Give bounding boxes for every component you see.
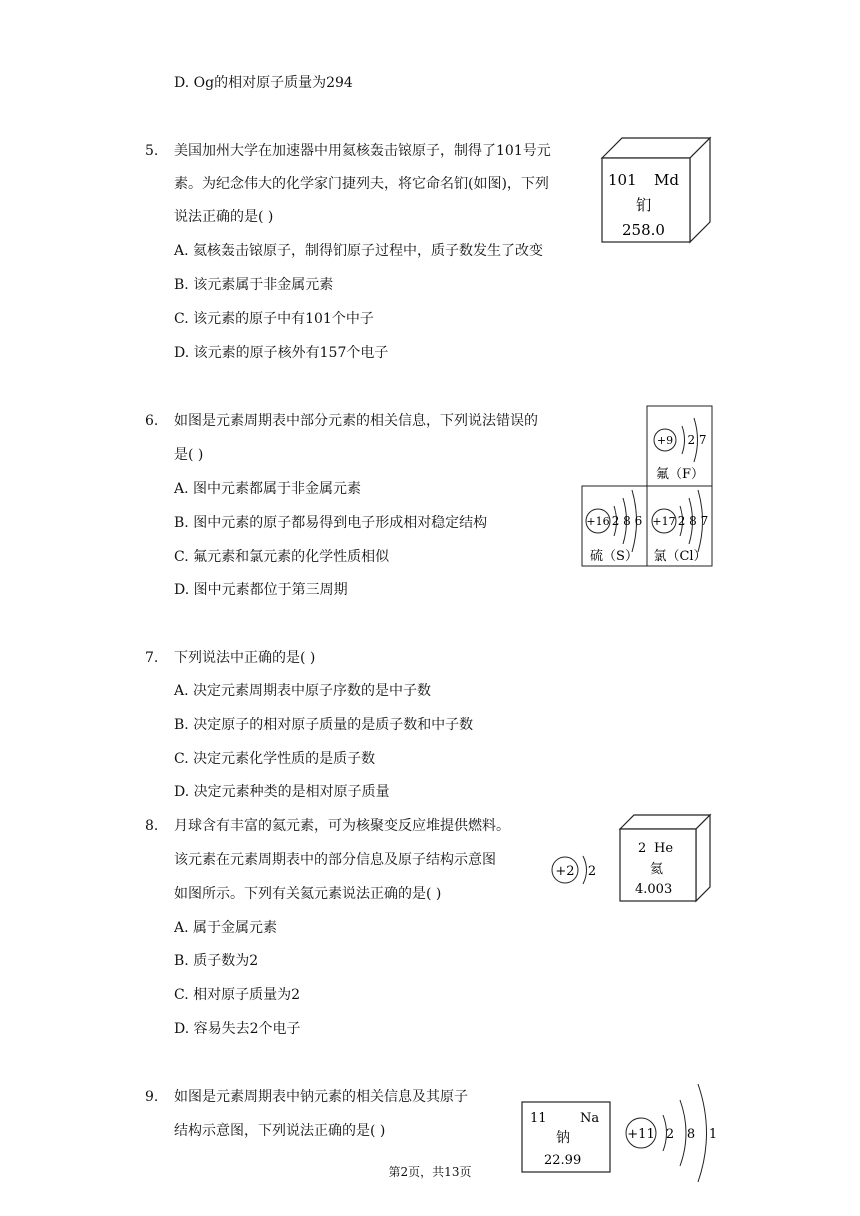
- question-6-option-d: D. 图中元素都位于第三周期: [174, 582, 348, 598]
- question-9-stem-line: 结构示意图，下列说法正确的是( ): [174, 1123, 386, 1139]
- he-mass: 4.003: [635, 882, 673, 897]
- fluorine-label: 氟（F）: [655, 467, 705, 482]
- question-7-option-a: A. 决定元素周期表中原子序数的是中子数: [174, 683, 432, 699]
- fluorine-nucleus: +9: [656, 434, 674, 447]
- question-9-number: 9.: [145, 1089, 159, 1105]
- question-8-stem-line: 如图所示。下列有关氦元素说法正确的是( ): [174, 886, 442, 902]
- md-symbol: Md: [654, 171, 679, 189]
- question-8-option-c: C. 相对原子质量为2: [174, 987, 301, 1003]
- he-name: 氦: [650, 862, 664, 877]
- sodium-shell-1: 2: [665, 1127, 675, 1142]
- page-footer: 第2页，共13页: [388, 1165, 472, 1179]
- question-8-number: 8.: [145, 818, 159, 834]
- question-5-option-c: C. 该元素的原子中有101个中子: [174, 311, 374, 327]
- sodium-shell-3: 1: [708, 1127, 718, 1142]
- question-6-number: 6.: [145, 413, 159, 429]
- na-symbol: Na: [580, 1111, 600, 1126]
- question-5-stem-line: 美国加州大学在加速器中用氦核轰击锿原子，制得了101号元: [174, 143, 551, 159]
- question-6-option-a: A. 图中元素都属于非金属元素: [174, 481, 362, 497]
- question-8-stem-line: 该元素在元素周期表中的部分信息及原子结构示意图: [174, 852, 496, 868]
- prev-option-d: D. Og的相对原子质量为294: [174, 75, 353, 91]
- na-atomic-number: 11: [530, 1111, 547, 1126]
- question-5-option-a: A. 氦核轰击锿原子，制得钔原子过程中，质子数发生了改变: [174, 243, 544, 259]
- md-name: 钔: [636, 196, 652, 214]
- sulfur-label: 硫（S）: [590, 549, 638, 564]
- sodium-nucleus: +11: [627, 1127, 655, 1142]
- question-5-option-b: B. 该元素属于非金属元素: [174, 277, 334, 293]
- question-9-stem-line: 如图是元素周期表中钠元素的相关信息及其原子: [174, 1089, 468, 1105]
- question-8-option-d: D. 容易失去2个电子: [174, 1021, 301, 1037]
- helium-nucleus: +2: [555, 864, 575, 879]
- question-7-stem-line: 下列说法中正确的是( ): [174, 650, 316, 666]
- mendelevium-element-cube-figure: [598, 134, 714, 246]
- sulfur-nucleus: +16: [586, 515, 610, 528]
- na-mass: 22.99: [544, 1153, 582, 1168]
- he-atomic-number: 2: [638, 841, 647, 856]
- chlorine-shells: 2 8 7: [677, 514, 709, 528]
- question-8-option-b: B. 质子数为2: [174, 953, 259, 969]
- sulfur-shells: 2 8 6: [611, 514, 643, 528]
- helium-atom-structure-diagram: [545, 850, 605, 890]
- element-structure-grid-figure: [580, 404, 714, 568]
- question-5-stem-line: 说法正确的是( ): [174, 209, 274, 225]
- question-6-option-c: C. 氟元素和氯元素的化学性质相似: [174, 549, 390, 565]
- question-6-stem-line: 如图是元素周期表中部分元素的相关信息，下列说法错误的: [174, 413, 538, 429]
- question-6-stem-line: 是( ): [174, 447, 204, 463]
- question-7-option-b: B. 决定原子的相对原子质量的是质子数和中子数: [174, 717, 474, 733]
- question-7-option-d: D. 决定元素种类的是相对原子质量: [174, 784, 390, 800]
- chlorine-nucleus: +17: [652, 515, 676, 528]
- chlorine-label: 氯（Cl）: [653, 549, 707, 564]
- question-7-option-c: C. 决定元素化学性质的是质子数: [174, 751, 376, 767]
- fluorine-shells: 2 7: [687, 433, 707, 447]
- question-5-option-d: D. 该元素的原子核外有157个电子: [174, 345, 389, 361]
- helium-element-cube-figure: [616, 811, 714, 906]
- question-6-option-b: B. 图中元素的原子都易得到电子形成相对稳定结构: [174, 515, 488, 531]
- question-5-stem-line: 素。为纪念伟大的化学家门捷列夫，将它命名钔(如图)，下列: [174, 176, 549, 192]
- question-8-stem-line: 月球含有丰富的氦元素，可为核聚变反应堆提供燃料。: [174, 818, 510, 834]
- md-atomic-number: 101: [608, 171, 637, 189]
- helium-shells: 2: [587, 864, 597, 879]
- sodium-shell-2: 8: [686, 1127, 696, 1142]
- question-7-number: 7.: [145, 650, 159, 666]
- he-symbol: He: [654, 841, 674, 856]
- na-name: 钠: [556, 1130, 570, 1146]
- question-8-option-a: A. 属于金属元素: [174, 920, 278, 936]
- question-5-number: 5.: [145, 143, 159, 159]
- md-mass: 258.0: [622, 221, 665, 239]
